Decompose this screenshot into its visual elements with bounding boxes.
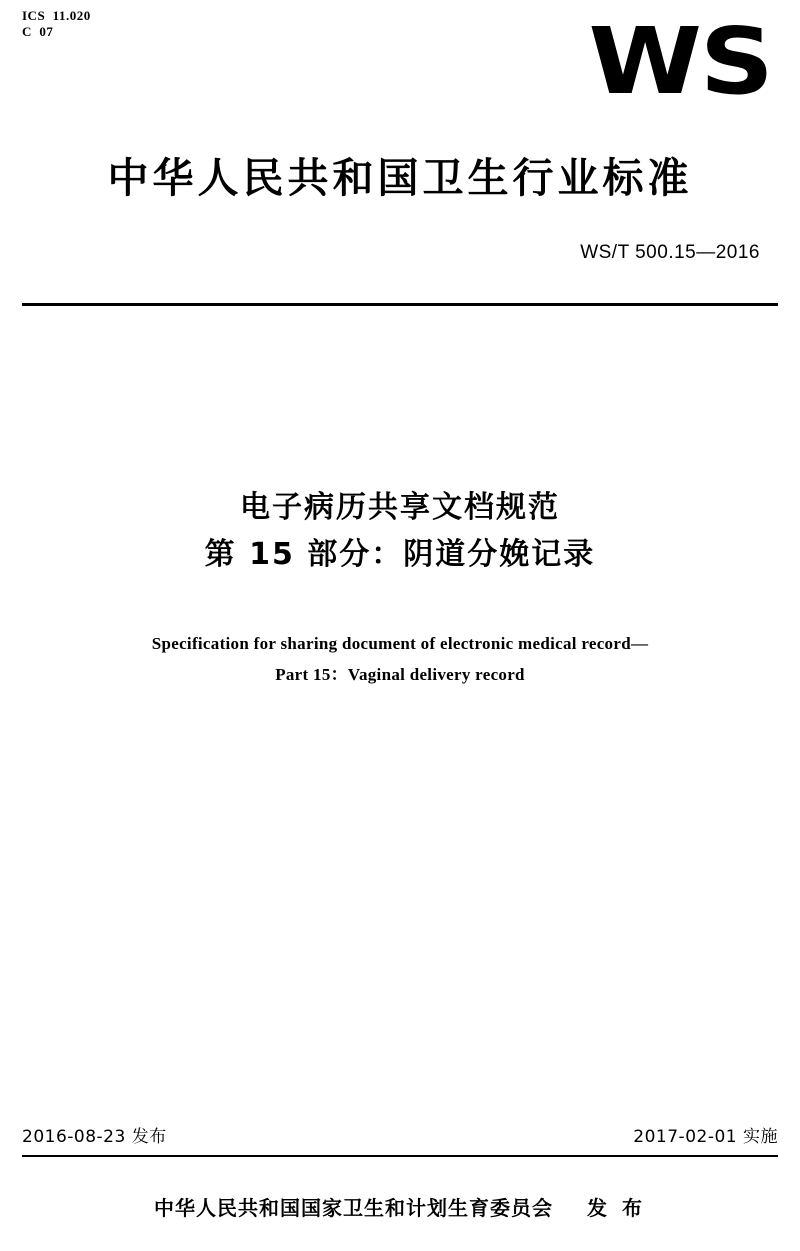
effective-date: 2017-02-01 实施 bbox=[633, 1127, 778, 1147]
publisher-row bbox=[0, 1192, 800, 1221]
publisher-name: 中华人民共和国国家卫生和计划生育委员会 bbox=[154, 1196, 554, 1220]
classification-code: C 07 bbox=[22, 24, 54, 40]
footer-divider bbox=[22, 1155, 778, 1157]
standard-number: WS/T 500.15—2016 bbox=[580, 242, 760, 263]
document-title bbox=[0, 485, 800, 578]
date-row bbox=[22, 1122, 778, 1147]
document-title-line-2: 第 15 部分：阴道分娩记录 bbox=[204, 536, 596, 572]
document-title-english bbox=[0, 628, 800, 691]
document-title-line-1: 电子病历共享文档规范 bbox=[240, 490, 560, 525]
ics-block bbox=[22, 8, 91, 41]
document-title-english-line-1: Specification for sharing document of electronic medical record— bbox=[151, 634, 649, 653]
ws-logo: WS bbox=[588, 8, 772, 115]
ics-code: ICS 11.020 bbox=[22, 8, 91, 23]
header-divider bbox=[22, 303, 778, 306]
issue-date: 2016-08-23 发布 bbox=[22, 1127, 167, 1147]
publish-action: 发 布 bbox=[587, 1196, 646, 1220]
document-title-english-line-2: Part 15：Vaginal delivery record bbox=[275, 665, 525, 685]
series-title: 中华人民共和国卫生行业标准 bbox=[107, 154, 693, 202]
